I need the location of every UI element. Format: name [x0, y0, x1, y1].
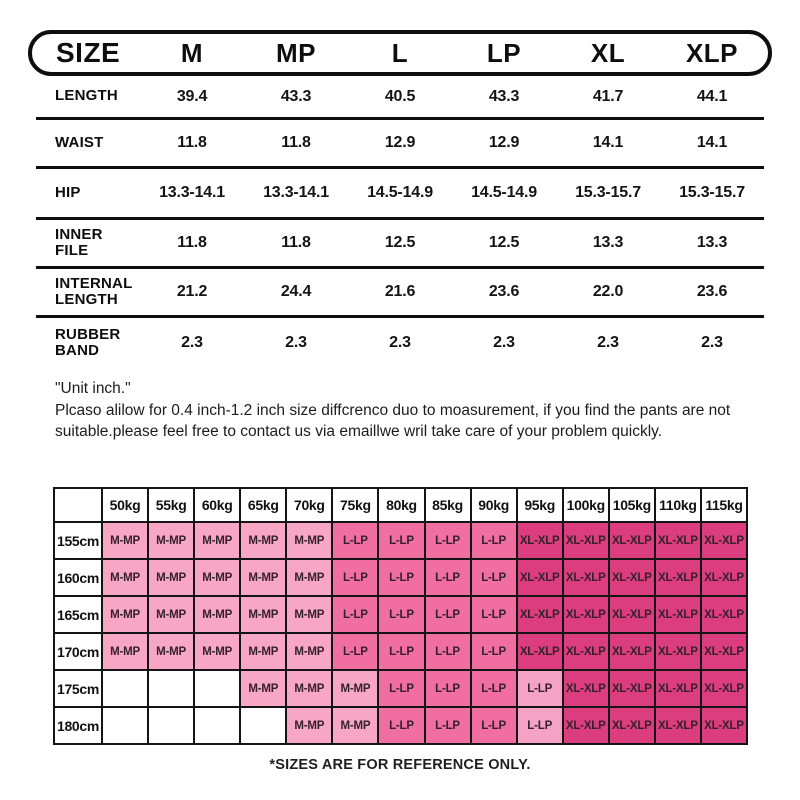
fit-cell: L-LP: [379, 523, 425, 560]
fit-cell: XL-XLP: [656, 708, 702, 745]
fit-cell: XL-XLP: [656, 634, 702, 671]
cell-value: 39.4: [176, 87, 208, 105]
fit-cell: M-MP: [149, 523, 195, 560]
notes-block: [55, 378, 763, 443]
fit-cell: [149, 708, 195, 745]
weight-header: 105kg: [610, 489, 656, 523]
cell-value: 13.3: [592, 234, 624, 251]
unit-note: "Unit inch.": [55, 380, 131, 397]
fit-cell: M-MP: [287, 671, 333, 708]
table-row-waist: [36, 120, 764, 169]
fit-cell: L-LP: [379, 560, 425, 597]
fit-cell: XL-XLP: [610, 708, 656, 745]
fit-cell: [103, 671, 149, 708]
fit-cell: L-LP: [426, 634, 472, 671]
cell-value: 12.5: [488, 234, 520, 251]
fit-cell: L-LP: [379, 634, 425, 671]
weight-header: 80kg: [379, 489, 425, 523]
height-header: 155cm: [55, 523, 103, 560]
fit-cell: XL-XLP: [610, 597, 656, 634]
fit-cell: L-LP: [472, 708, 518, 745]
fit-cell: XL-XLP: [656, 560, 702, 597]
fit-cell: XL-XLP: [610, 523, 656, 560]
fit-cell: [149, 671, 195, 708]
fit-cell: M-MP: [149, 597, 195, 634]
cell-value: 23.6: [488, 283, 520, 300]
fit-cell: M-MP: [287, 708, 333, 745]
fit-cell: XL-XLP: [564, 523, 610, 560]
fit-cell: L-LP: [426, 671, 472, 708]
cell-value: 43.3: [488, 87, 520, 105]
cell-value: 11.8: [177, 134, 207, 151]
fit-cell: XL-XLP: [518, 560, 564, 597]
weight-header: 100kg: [564, 489, 610, 523]
fit-cell: XL-XLP: [656, 523, 702, 560]
weight-header: 55kg: [149, 489, 195, 523]
size-column-mp: MP: [276, 37, 316, 68]
weight-header: 65kg: [241, 489, 287, 523]
fit-cell: L-LP: [518, 671, 564, 708]
size-column-xl: XL: [590, 37, 626, 68]
fit-cell: M-MP: [195, 560, 241, 597]
cell-value: 21.6: [384, 283, 416, 300]
fit-cell: XL-XLP: [702, 560, 748, 597]
fit-cell: L-LP: [379, 597, 425, 634]
fit-cell: XL-XLP: [702, 634, 748, 671]
cell-value: 11.8: [281, 234, 311, 251]
fit-cell: M-MP: [241, 634, 287, 671]
cell-value: 12.5: [384, 234, 416, 251]
size-column-xlp: XLP: [685, 37, 739, 68]
height-header: 160cm: [55, 560, 103, 597]
weight-header: 50kg: [103, 489, 149, 523]
fit-cell: XL-XLP: [610, 671, 656, 708]
fit-cell: L-LP: [518, 708, 564, 745]
weight-header: 75kg: [333, 489, 379, 523]
cell-value: 11.8: [281, 134, 311, 151]
fit-cell: M-MP: [103, 634, 149, 671]
cell-value: 2.3: [701, 334, 723, 351]
fit-cell: L-LP: [472, 560, 518, 597]
fit-cell: XL-XLP: [518, 634, 564, 671]
cell-value: 2.3: [181, 334, 203, 351]
fit-cell: L-LP: [472, 523, 518, 560]
measurement-disclaimer: Plcaso alilow for 0.4 inch-1.2 inch size diffcrenco duo to moasurement, if you find the pants are not suitable.please feel free to contact us via emaillwe wril take care of your problem quickly.: [55, 401, 731, 441]
fit-cell: M-MP: [333, 708, 379, 745]
fit-cell: XL-XLP: [702, 671, 748, 708]
fit-cell: M-MP: [287, 560, 333, 597]
fit-cell: M-MP: [241, 671, 287, 708]
fit-cell: L-LP: [379, 671, 425, 708]
cell-value: 2.3: [285, 334, 307, 351]
table-row-length: [36, 76, 764, 120]
table-row-inner-file: [36, 220, 764, 269]
fit-cell: XL-XLP: [564, 634, 610, 671]
cell-value: 14.1: [696, 134, 728, 151]
cell-value: 2.3: [389, 334, 411, 351]
fit-cell: L-LP: [333, 560, 379, 597]
height-header: 180cm: [55, 708, 103, 745]
fit-cell: XL-XLP: [702, 708, 748, 745]
fit-cell: M-MP: [195, 597, 241, 634]
cell-value: 13.3: [696, 234, 728, 251]
table-row-rubber-band: [36, 318, 764, 368]
fit-cell: M-MP: [241, 523, 287, 560]
cell-value: 23.6: [696, 283, 728, 300]
fit-cell: L-LP: [472, 671, 518, 708]
fit-cell: [241, 708, 287, 745]
cell-value: 21.2: [176, 283, 208, 300]
corner-cell: [55, 489, 103, 523]
fit-cell: M-MP: [149, 634, 195, 671]
fit-cell: M-MP: [149, 560, 195, 597]
fit-cell: XL-XLP: [702, 597, 748, 634]
measurement-table: [36, 76, 764, 368]
weight-header: 90kg: [472, 489, 518, 523]
fit-cell: L-LP: [333, 597, 379, 634]
cell-value: 13.3-14.1: [263, 184, 329, 201]
fit-cell: [195, 671, 241, 708]
reference-disclaimer: *SIZES ARE FOR REFERENCE ONLY.: [269, 757, 531, 773]
size-header-label: SIZE: [56, 37, 121, 68]
fit-cell: XL-XLP: [518, 597, 564, 634]
fit-cell: XL-XLP: [564, 671, 610, 708]
cell-value: 2.3: [597, 334, 619, 351]
fit-cell: [103, 708, 149, 745]
cell-value: 41.7: [592, 87, 624, 105]
fit-cell: L-LP: [333, 634, 379, 671]
weight-header: 95kg: [518, 489, 564, 523]
weight-header: 70kg: [287, 489, 333, 523]
cell-value: 14.5-14.9: [367, 184, 433, 201]
weight-header: 60kg: [195, 489, 241, 523]
fit-cell: M-MP: [195, 523, 241, 560]
fit-cell: M-MP: [333, 671, 379, 708]
size-column-lp: LP: [486, 37, 522, 68]
cell-value: 44.1: [696, 87, 728, 105]
size-column-l: L: [391, 37, 409, 68]
fit-cell: XL-XLP: [656, 671, 702, 708]
fit-chart-grid: [53, 487, 748, 745]
fit-cell: L-LP: [426, 597, 472, 634]
height-header: 175cm: [55, 671, 103, 708]
fit-cell: XL-XLP: [564, 560, 610, 597]
fit-cell: XL-XLP: [702, 523, 748, 560]
cell-value: 22.0: [592, 283, 624, 300]
fit-cell: M-MP: [103, 523, 149, 560]
height-header: 170cm: [55, 634, 103, 671]
fit-cell: XL-XLP: [610, 560, 656, 597]
cell-value: 12.9: [488, 134, 520, 151]
fit-cell: L-LP: [426, 708, 472, 745]
fit-cell: M-MP: [241, 560, 287, 597]
row-label: HIP: [55, 183, 81, 201]
weight-header: 115kg: [702, 489, 748, 523]
cell-value: 12.9: [384, 134, 416, 151]
fit-cell: M-MP: [287, 634, 333, 671]
row-label: LENGTH: [55, 87, 118, 105]
fit-cell: M-MP: [103, 597, 149, 634]
fit-cell: L-LP: [426, 560, 472, 597]
cell-value: 43.3: [280, 87, 312, 105]
fit-cell: L-LP: [472, 634, 518, 671]
cell-value: 13.3-14.1: [159, 184, 225, 201]
cell-value: 11.8: [177, 234, 207, 251]
table-row-hip: [36, 169, 764, 220]
fit-cell: XL-XLP: [656, 597, 702, 634]
fit-cell: M-MP: [103, 560, 149, 597]
row-label: INTERNAL LENGTH: [55, 274, 133, 308]
cell-value: 15.3-15.7: [679, 184, 745, 201]
cell-value: 2.3: [493, 334, 515, 351]
fit-cell: XL-XLP: [564, 597, 610, 634]
fit-cell: L-LP: [472, 597, 518, 634]
fit-cell: XL-XLP: [564, 708, 610, 745]
cell-value: 15.3-15.7: [575, 184, 641, 201]
fit-cell: M-MP: [241, 597, 287, 634]
fit-cell: XL-XLP: [518, 523, 564, 560]
fit-cell: M-MP: [287, 597, 333, 634]
height-header: 165cm: [55, 597, 103, 634]
weight-header: 85kg: [426, 489, 472, 523]
weight-header: 110kg: [656, 489, 702, 523]
fit-cell: XL-XLP: [610, 634, 656, 671]
fit-cell: L-LP: [379, 708, 425, 745]
fit-cell: M-MP: [195, 634, 241, 671]
cell-value: 14.1: [592, 134, 624, 151]
cell-value: 24.4: [280, 283, 312, 300]
table-row-internal-length: [36, 269, 764, 318]
size-column-m: M: [180, 37, 204, 68]
row-label: RUBBER BAND: [55, 325, 121, 359]
size-header-row: [28, 30, 772, 76]
cell-value: 14.5-14.9: [471, 184, 537, 201]
fit-cell: M-MP: [287, 523, 333, 560]
row-label: WAIST: [55, 133, 104, 151]
cell-value: 40.5: [384, 87, 416, 105]
fit-cell: L-LP: [333, 523, 379, 560]
fit-cell: [195, 708, 241, 745]
row-label: INNER FILE: [55, 225, 103, 259]
fit-cell: L-LP: [426, 523, 472, 560]
